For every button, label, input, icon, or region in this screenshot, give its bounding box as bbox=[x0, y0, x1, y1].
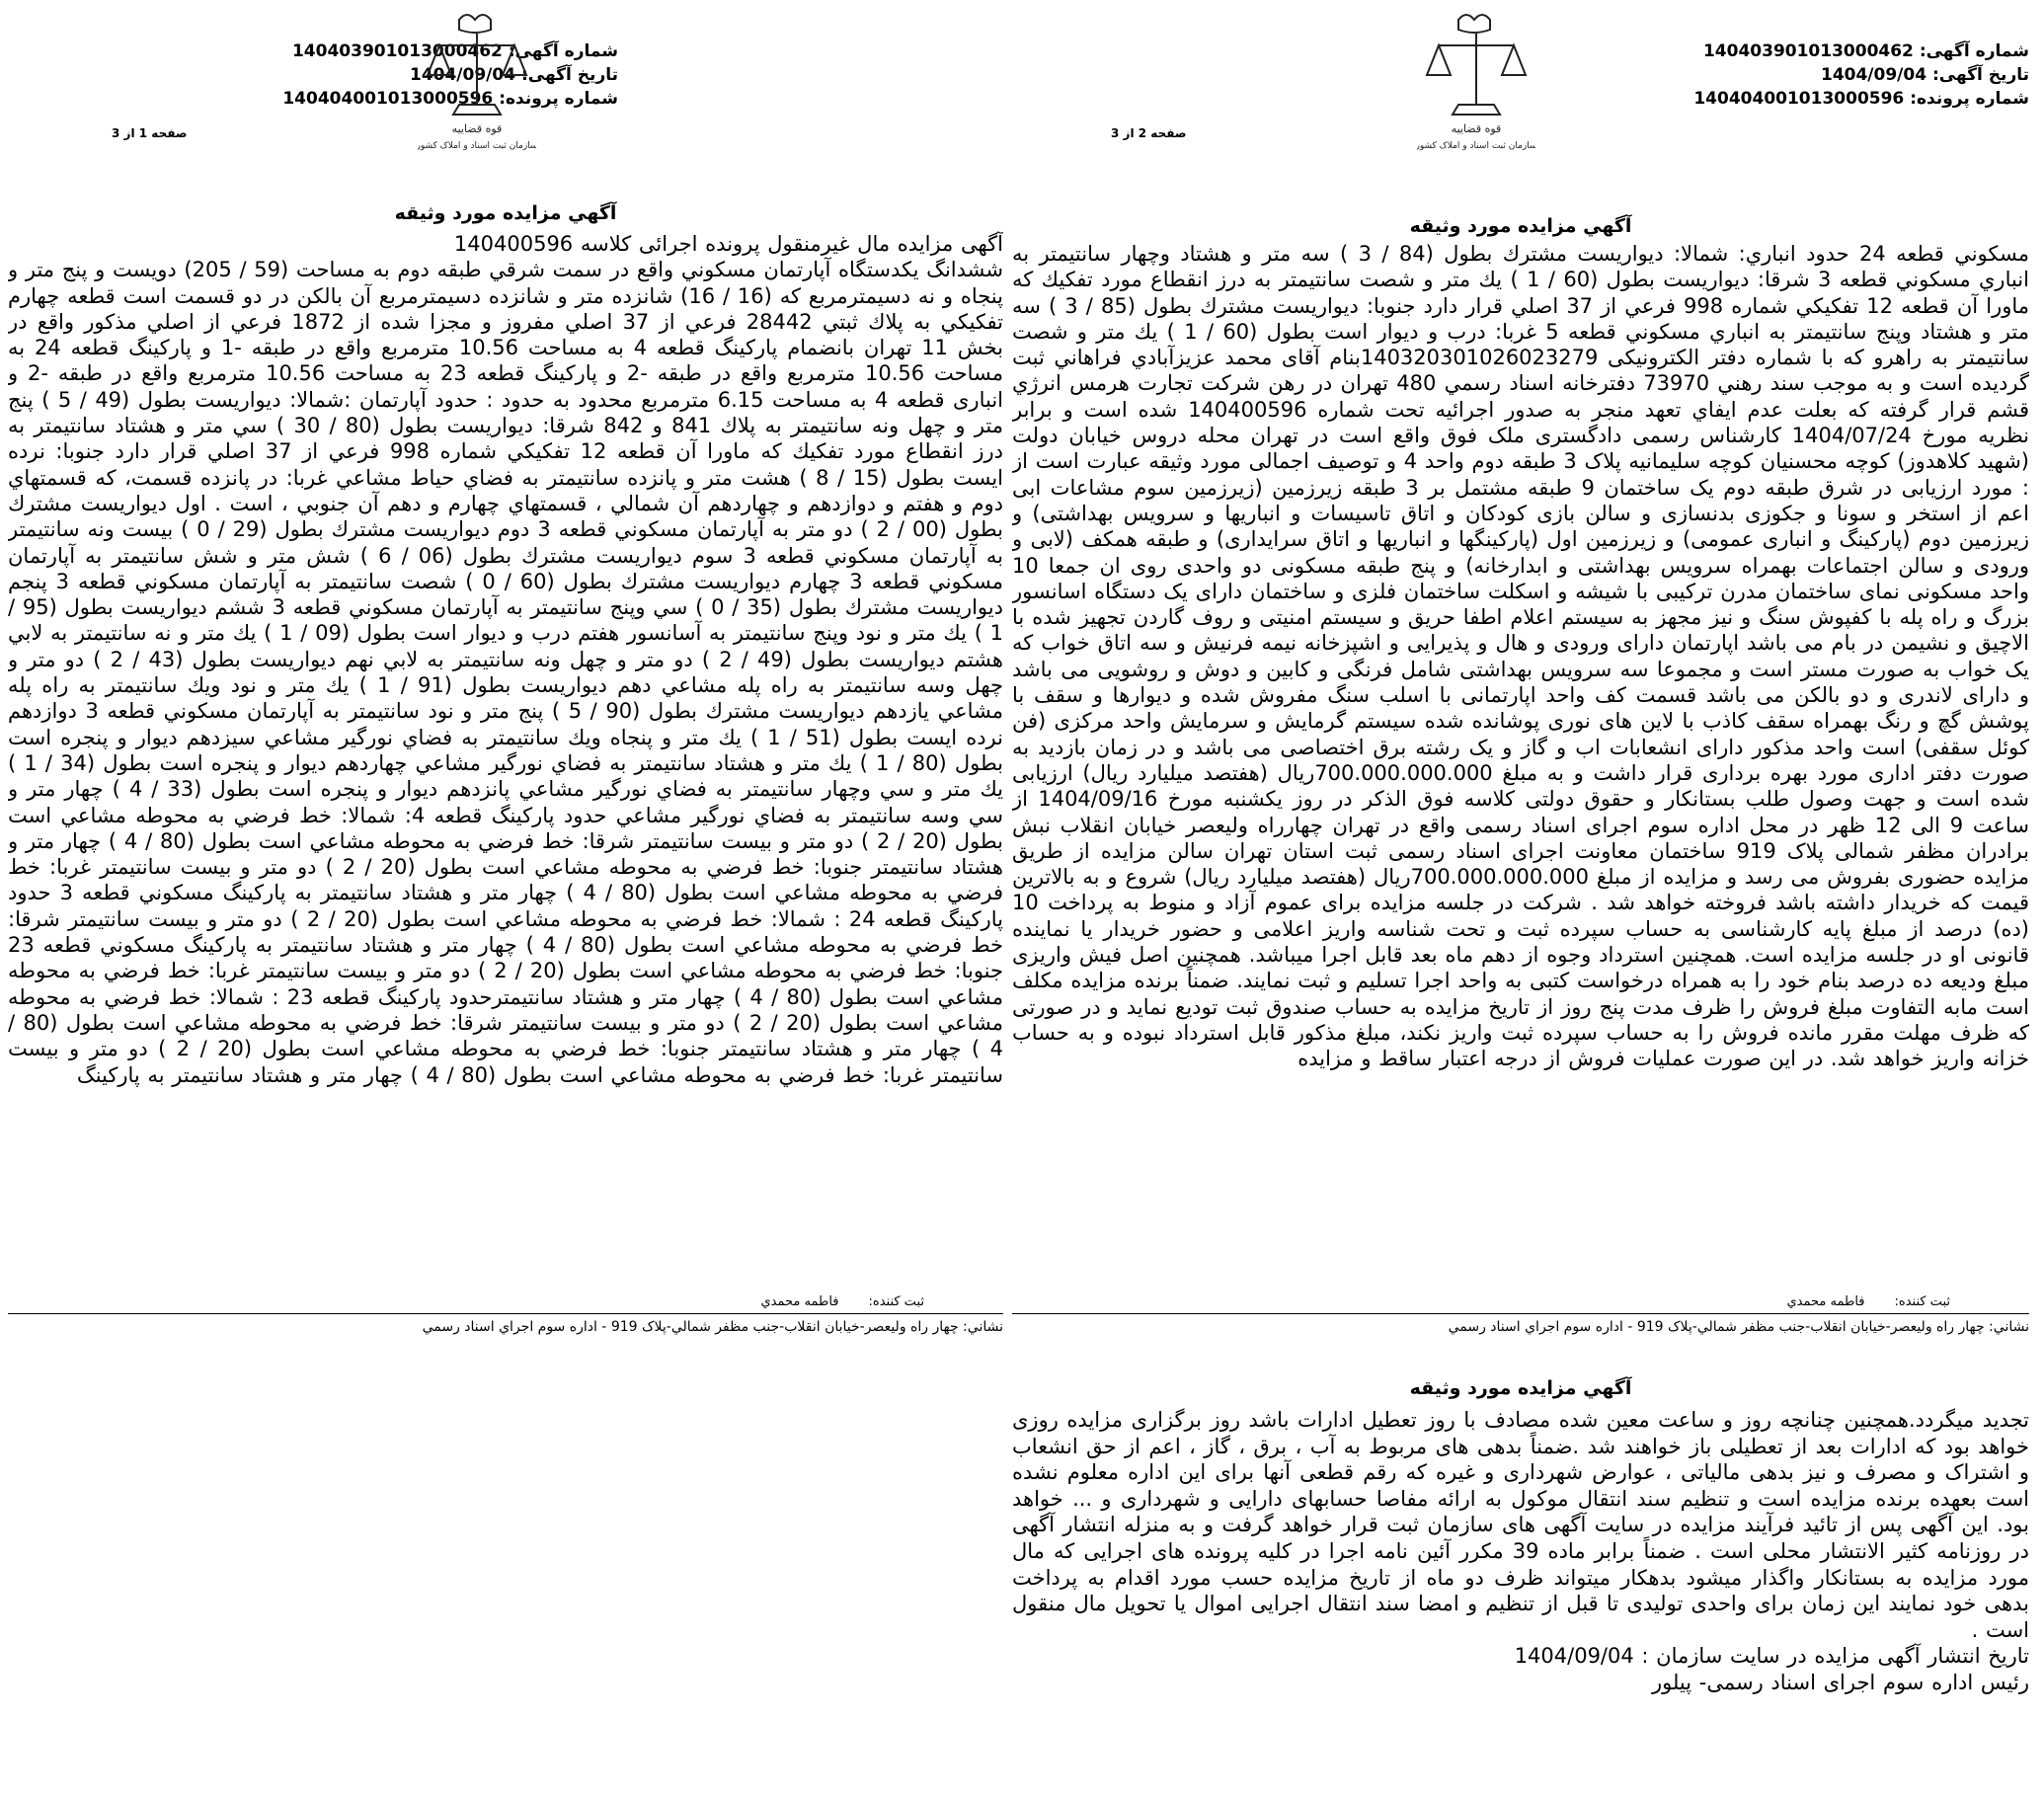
page-title: آگهي مزايده مورد وثيقه bbox=[394, 202, 617, 224]
page-1 bbox=[8, 0, 1003, 1353]
ad-date-row: تاریخ آگهی: 1404/09/04 bbox=[1820, 65, 2029, 85]
signature-line: رئیس اداره سوم اجرای اسناد رسمی- پیلور bbox=[1651, 1670, 2029, 1694]
svg-text:سازمان ثبت اسناد و املاک کشور: سازمان ثبت اسناد و املاک کشور bbox=[418, 141, 536, 151]
ad-meta bbox=[1693, 39, 2029, 111]
judiciary-emblem-icon bbox=[418, 6, 536, 154]
registrar: ثبت كننده:فاطمه محمدي bbox=[760, 1294, 924, 1309]
judiciary-emblem-icon bbox=[1417, 6, 1535, 154]
registrar: ثبت كننده:فاطمه محمدي bbox=[1786, 1294, 1950, 1309]
svg-text:قوه قضاییه: قوه قضاییه bbox=[1451, 122, 1502, 135]
file-number-row: شماره پرونده: 140404001013000596 bbox=[282, 89, 618, 109]
file-number-row: شماره پرونده: 140404001013000596 bbox=[1693, 89, 2029, 109]
ad-number-row: شماره آگهی: 140403901013000462 bbox=[1702, 41, 2029, 61]
ad-body bbox=[1012, 1407, 2029, 1696]
ad-subtitle: آگهی مزایده مال غیرمنقول پرونده اجرائی کلاسه 140400596 bbox=[453, 232, 1003, 256]
ad-body bbox=[8, 231, 1003, 1088]
page-number: صفحه 2 از 3 bbox=[1111, 126, 1187, 140]
page-number: صفحه 1 از 3 bbox=[112, 126, 188, 140]
ad-text: مسكوني قطعه 24 حدود انباري: شمالا: ديواريست مشترك بطول (84 / 3 ) سه متر و هشتاد وچهار سانتيمتر به انباري مسكوني قطعه 3 شرقا: ديواريست بطول (60 / 1 ) يك متر و شصت سانتيمتر به درز انقطاع مورد تفكيك كه ماورا آن قطعه 12 تفكيكي شماره 998 فرعي از 37 اصلي قرار دارد جنوبا: ديواريست مشترك بطول (85 / 3 ) سه متر و هشتاد وپنج سانتيمتر به انباري مسكوني قطعه 5 غربا: درب و ديوار است بطول (60 / 1 ) يك متر و شصت سانتيمتر به راهرو كه با شماره دفتر الكترونيكی 14032030102602327​9بنام آقای محمد عزیزآبادي فراهاني ثبت گرديده است و به موجب سند رهني 73970 دفترخانه اسناد رسمي 480 تهران در رهن شركت تجارت هرمس انرژي قشم قرار گرفته كه بعلت عدم ايفاي تعهد منجر به صدور اجرائيه تحت شماره 140400596 شده است و برابر نظريه مورخ 1404/07/24 كارشناس رسمی دادگستری ملک فوق واقع است در تهران محله دروس خیابان دولت (شهید کلاهدوز) کوچه محسنیان کوچه سلیمانیه پلاک 3 طبقه دوم واحد 4 و توصیف اجمالی مورد وثیقه عبارت است از : مورد ارزیابی در شرق طبقه دوم یک ساختمان 9 طبقه مشتمل بر 3 طبقه زیرزمین (زیرزمین سوم مشاعات ابی اعم از استخر و سونا و جکوزی بدنسازی و سالن بازی کودکان و اتاق تاسیسات و انباریها و سرویس بهداشتی) و زیرزمین دوم (پارکینگ و انباری عمومی) و زیرزمین اول (پارکینگها و انباریها و اتاق سرایداری) و طبقه همکف (لابی و ورودی و سالن اجتماعات بهمراه سرویس بهداشتی و ابدارخانه) و پنج طبقه مسکونی دو واحدی روی ان جمعا 10 واحد مسکونی نمای ساختمان مدرن ترکیبی با شیشه و اسکلت ساختمان فلزی و ساختمان دارای یک دستگاه اسانسور بزرگ و راه پله با کفپوش سنگ و نیز مجهز به سیستم اعلام اطفا حریق و سیستم امنیتی و روف گاردن تجهیز شده با الاچیق و نشیمن در بام می باشد اپارتمان دارای ورودی و هال و پذیرایی و اشپزخانه نیمه فرنیش و سه اتاق خواب که یک خواب به صورت مستر است و مجموعا سه سرویس بهداشتی شامل فرنگی و کابین و دوش و روشویی می باشد و دارای لاندری و دو بالکن می باشد قسمت کف واحد اپارتمانی با اسلب سنگ مفروش شده و دیوارها و سقف با پوشش گچ و رنگ بهمراه سقف کاذب با لاین های نوری پوشانده شده سیستم گرمایش و سرمایش واحد مرکزی (فن کوئل سقفی) است واحد مذکور دارای انشعابات اب و گاز و یک رشته برق اختصاصی می باشد و در زمان بازدید به صورت دفتر اداری مورد بهره برداری قرار داشت و به مبلغ 700.000.000.000ریال (هفتصد میلیارد ریال) ارزیابی شده است و جهت وصول طلب بستانکار و حقوق دولتی کلاسه فوق الذکر در روز یکشنبه مورخ 1404/09/16 از ساعت 9 الی 12 ظهر در محل اداره سوم اجرای اسناد رسمی واقع در تهران چهارراه ولیعصر خیابان انقلاب نبش برادران مظفر شمالی پلاک 919 ساختمان معاونت اجرای اسناد رسمی ثبت استان تهران سالن مزایده از طریق مزایده حضوری بفروش می رسد و مزایده از مبلغ 700.000.000.000ریال (هفتصد میلیارد ریال) شروع و به بالاترین قیمت که خریدار داشته باشد فروخته خواهد شد . شرکت در جلسه مزایده برای عموم آزاد و منوط به پرداخت 10 (ده) درصد از مبلغ پایه کارشناسی به حساب سپرده ثبت و تحت شناسه واریز اعلامی و حضور خریدار یا نماینده قانونی او در جلسه مزایده است. همچنین استرداد وجوه از دهم ماه بعد قابل اجرا میباشد. همچنین اصل فیش واریزی مبلغ ودیعه ده درصد بنام خود را به همراه درخواست کتبی به واحد اجرا تسلیم و ثبت نمایند. ضمناً برنده مزایده مکلف است مابه التفاوت مبلغ فروش را ظرف مدت پنج روز از تاریخ مزایده به حساب صندوق ثبت تودیع نماید و در صورتی که ظرف مهلت مقرر مانده فروش را به حساب سپرده ثبت واریز نکند، مبلغ مذکور قابل استرداد نبوده و به حساب خزانه واریز خواهد شد. در این صورت عملیات فروش از درجه اعتبار ساقط و مزایده bbox=[1012, 242, 2029, 1071]
svg-text:سازمان ثبت اسناد و املاک کشور: سازمان ثبت اسناد و املاک کشور bbox=[1417, 141, 1535, 151]
footer-divider bbox=[8, 1313, 1003, 1314]
ad-date-row: تاریخ آگهی: 1404/09/04 bbox=[409, 65, 618, 85]
ad-number-row: شماره آگهی: 140403901013000462 bbox=[291, 41, 618, 61]
svg-text:قوه قضاییه: قوه قضاییه bbox=[451, 122, 503, 135]
publish-date-line: تاریخ انتشار آگهی مزایده در سایت سازمان : 1404/09/04 bbox=[1514, 1644, 2029, 1669]
page-title: آگهي مزايده مورد وثيقه bbox=[1409, 1377, 1632, 1399]
page-title: آگهي مزايده مورد وثيقه bbox=[1409, 215, 1632, 237]
ad-text: تجدید میگردد.همچنین چنانچه روز و ساعت معین شده مصادف با روز تعطیل ادارات باشد روز برگزاری مزایده روزی خواهد بود که ادارات بعد از تعطیلی باز خواهند شد .ضمناً بدهی های مربوط به آب ، برق ، گاز ، اعم از حق انشعاب و اشتراک و مصرف و نیز بدهی مالیاتی ، عوارض شهرداری و غیره که رقم قطعی آنها برای این اداره معلوم نشده است بعهده برنده مزایده است و تنظیم سند انتقال موکول به ارائه مفاصا حسابهای دارایی و شهرداری و ... خواهد بود. این آگهی پس از تائید فرآیند مزایده در سایت آگهی های سازمان ثبت قرار خواهد گرفت و به منزله انتشار آگهی در روزنامه کثیر الانتشار محلی است . ضمناً برابر ماده 39 مکرر آئین نامه اجرا در کلیه پرونده های اجرایی که مال مورد مزایده به بستانکار واگذار میشود بدهکار میتواند ظرف دو ماه از تاریخ مزایده حسب مورد اقدام به پرداخت بدهی خود نمایند این زمان برای واحدی تولیدی تا قبل از تنظیم و امضا سند انتقال اجرایی اموال یا تحویل مال منقول است . bbox=[1012, 1408, 2029, 1642]
page-2 bbox=[1012, 0, 2029, 1353]
footer-divider bbox=[1012, 1313, 2029, 1314]
page-footer bbox=[1012, 1293, 2029, 1336]
page-3 bbox=[1012, 1358, 2029, 1792]
office-address: نشاني: چهار راه وليعصر-خيابان انقلاب-جنب مظفر شمالي-پلاک 919 - اداره سوم اجراي اسناد رسمي bbox=[1448, 1319, 2029, 1335]
ad-text: ششدانگ يكدستگاه آپارتمان مسكوني واقع در سمت شرقي طبقه دوم به مساحت (59 / 205) دويست و پنج متر و پنجاه و نه دسيمترمربع كه (16 / 16) شانزده متر و شانزده دسيمترمربع آن بالكن در دو قسمت است قطعه چهارم تفكيكي به پلاك ثبتي 28442 فرعي از 37 اصلي مفروز و مجزا شده از 1872 فرعي از اصلي مذكور واقع در بخش 11 تهران بانضمام پاركينگ قطعه 4 به مساحت 10.56 مترمربع واقع در طبقه -1 و پاركينگ قطعه 24 به مساحت 10.56 مترمربع واقع در طبقه -2 و پاركينگ قطعه 23 به مساحت 10.56 مترمربع واقع در طبقه -2 و انباری قطعه 4 به مساحت 6.15 مترمربع محدود به حدود : حدود آپارتمان :شمالا: ديواريست بطول (49 / 5 ) پنج متر و چهل ونه سانتيمتر به پلاك 841 و 842 شرقا: ديواريست بطول (80 / 30 ) سي متر و هشتاد سانتيمتر به درز انقطاع مورد تفكيك كه ماورا آن قطعه 12 تفكيكي شماره 998 فرعي از 37 اصلي قرار دارد جنوبا: نرده ايست بطول (15 / 8 ) هشت متر و پانزده سانتيمتر به فضاي حياط مشاعي غربا: در پانزده قسمت، كه قسمتهاي دوم و هفتم و دوازدهم و چهاردهم آن شمالي ، قسمتهاي چهارم و دهم آن جنوبي ، است . اول ديواريست مشترك بطول (00 / 2 ) دو متر به آپارتمان مسكوني قطعه 3 دوم ديواريست مشترك بطول (29 / 0 ) بيست ونه سانتيمتر به آپارتمان مسكوني قطعه 3 سوم ديواريست مشترك بطول (06 / 6 ) شش متر و شش سانتيمتر به آپارتمان مسكوني قطعه 3 چهارم ديواريست مشترك بطول (60 / 0 ) شصت سانتيمتر به آپارتمان مسكوني قطعه 3 پنجم ديواريست مشترك بطول (35 / 0 ) سي وپنج سانتيمتر به آپارتمان مسكوني قطعه 3 ششم ديواريست بطول (95 / 1 ) يك متر و نود وپنج سانتيمتر به آسانسور هفتم درب و ديوار است بطول (09 / 1 ) يك متر و نه سانتيمتر به لابي هشتم ديواريست بطول (49 / 2 ) دو متر و چهل ونه سانتيمتر به لابي نهم ديواريست بطول (43 / 2 ) دو متر و چهل وسه سانتيمتر به راه پله مشاعي دهم ديواريست بطول (91 / 1 ) يك متر و نود ويك سانتيمتر به راه پله مشاعي يازدهم ديواريست مشترك بطول (90 / 5 ) پنج متر و نود سانتيمتر به آپارتمان مسكوني قطعه 3 دوازدهم نرده ايست بطول (51 / 1 ) يك متر و پنجاه ويك سانتيمتر به فضاي نورگير مشاعي سيزدهم ديوار و پنجره است بطول (80 / 1 ) يك متر و هشتاد سانتيمتر به فضاي نورگير مشاعي چهاردهم ديوار و پنجره است بطول (34 / 1 ) يك متر و سي وچهار سانتيمتر به فضاي نورگير مشاعي پانزدهم ديوار و پنجره است بطول (33 / 4 ) چهار متر و سي وسه سانتيمتر به فضاي نورگير مشاعي حدود پاركينگ قطعه 4: شمالا: خط فرضي به محوطه مشاعي است بطول (20 / 2 ) دو متر و بيست سانتيمتر شرقا: خط فرضي به محوطه مشاعي است بطول (80 / 4 ) چهار متر و هشتاد سانتيمتر جنوبا: خط فرضي به محوطه مشاعي است بطول (20 / 2 ) دو متر و بيست سانتيمتر غربا: خط فرضي به محوطه مشاعي است بطول (80 / 4 ) چهار متر و هشتاد سانتيمتر به پاركينگ مسكوني قطعه 3 حدود پاركينگ قطعه 24 : شمالا: خط فرضي به محوطه مشاعي است بطول (20 / 2 ) دو متر و بيست سانتيمتر شرقا: خط فرضي به محوطه مشاعي است بطول (80 / 4 ) چهار متر و هشتاد سانتيمتر به پاركينگ مسكوني قطعه 23 جنوبا: خط فرضي به محوطه مشاعي است بطول (20 / 2 ) دو متر و بيست سانتيمتر غربا: خط فرضي به محوطه مشاعي است بطول (80 / 4 ) چهار متر و هشتاد سانتيمترحدود پاركينگ قطعه 23 : شمالا: خط فرضي به محوطه مشاعي است بطول (20 / 2 ) دو متر و بيست سانتيمتر شرقا: خط فرضي به محوطه مشاعي است بطول (80 / 4 ) چهار متر و هشتاد سانتيمتر جنوبا: خط فرضي به محوطه مشاعي است بطول (20 / 2 ) دو متر و بيست سانتيمتر غربا: خط فرضي به محوطه مشاعي است بطول (80 / 4 ) چهار متر و هشتاد سانتيمتر به پاركينگ bbox=[8, 258, 1003, 1087]
page-footer bbox=[8, 1293, 1003, 1336]
office-address: نشاني: چهار راه وليعصر-خيابان انقلاب-جنب مظفر شمالي-پلاک 919 - اداره سوم اجراي اسناد رسمي bbox=[422, 1319, 1003, 1335]
